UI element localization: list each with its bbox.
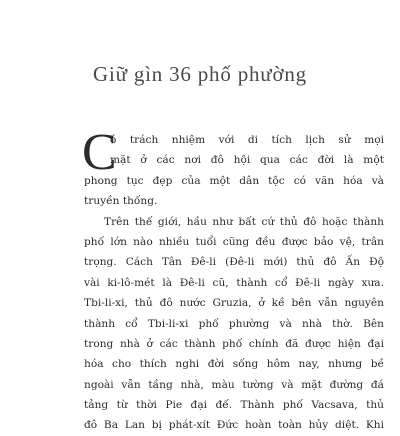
text-line: thành cổ Tbi-li-xi phố phường và nhà thờ. Bên — [84, 317, 384, 330]
text-line: tảng từ thời Pie đại đế. Thành phố Vacsava, thủ — [84, 399, 384, 412]
text-line: ó trách nhiệm với di tích lịch sử mọi — [110, 134, 384, 146]
text-line: trong nhà ở các thành phố chính đã được hiện đại — [84, 337, 384, 350]
text-line: trọng. Cách Tân Đê-li (Đê-li mới) thủ đô Ấn Độ — [84, 256, 384, 269]
text-line: Tbi-li-xi, thủ đô nước Gruzia, ở kề bên vẫn nguyên — [84, 297, 384, 310]
text-line: phong tục đẹp của một dân tộc có văn hóa và — [84, 174, 384, 187]
text-line: Trên thế giới, hầu như bất cứ thủ đô hoặc thành — [104, 215, 384, 228]
text-line: truyền thống. — [84, 195, 158, 208]
text-line: đô Ba Lan bị phát-xít Đức hoàn toàn hủy diệt. Khi — [84, 419, 384, 432]
text-line: vài ki-lô-mét là Đê-li cũ, thành cổ Đê-li ngày xưa. — [84, 276, 384, 289]
drop-cap: C — [82, 124, 117, 181]
text-line: phố lớn nào nhiều tuổi cũng đều được bảo vệ, trân — [84, 235, 384, 248]
body-text — [82, 124, 384, 436]
text-line: ngoài vẫn tầng nhà, màu tường và mặt đường đá — [84, 378, 384, 391]
text-line: mặt ở các nơi đô hội qua các đời là một — [110, 154, 384, 167]
text-line: hóa cho thích nghi đời sống hôm nay, nhưng bề — [84, 358, 384, 371]
chapter-title: Giữ gìn 36 phố phường — [92, 62, 307, 86]
